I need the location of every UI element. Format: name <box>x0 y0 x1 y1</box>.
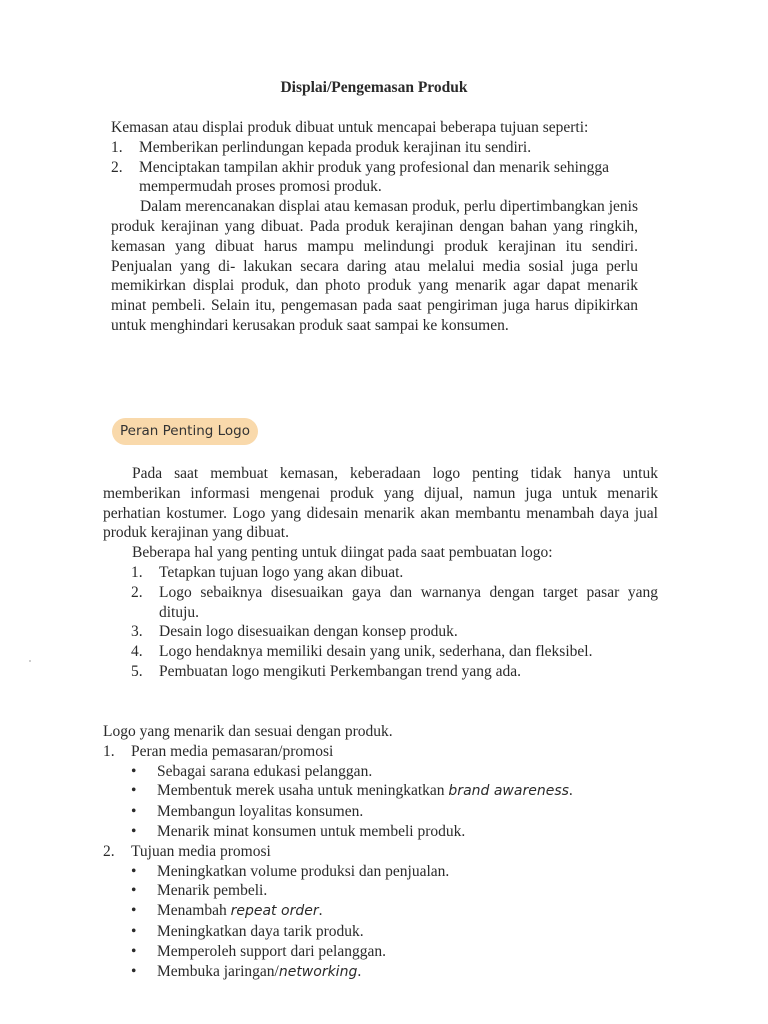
list-number: 1. <box>131 563 143 581</box>
emphasis-text: networking <box>278 963 358 980</box>
list-number: 3. <box>131 623 143 641</box>
list-item-text: Logo hendaknya memiliki desain yang unik, sederhana, dan fleksibel. <box>159 643 593 661</box>
list-item <box>131 762 658 782</box>
list-item-text: Membangun loyalitas konsumen. <box>157 803 364 821</box>
list-item <box>131 922 658 942</box>
list-item <box>131 942 658 962</box>
bullet-icon: • <box>131 862 137 880</box>
list-item <box>131 822 658 842</box>
list-item-text: Memperoleh support dari pelanggan. <box>157 942 386 960</box>
packaging-section <box>111 118 638 336</box>
bullet-icon: • <box>131 962 137 980</box>
bullet-icon: • <box>131 922 137 940</box>
list-number: 1. <box>103 742 115 760</box>
list-item-text: Sebagai sarana edukasi pelanggan. <box>157 762 373 780</box>
list-item <box>131 901 658 922</box>
promotion-section <box>103 722 658 982</box>
list-item <box>131 662 658 682</box>
list-number: 1. <box>111 138 123 156</box>
list-item-suffix: . <box>318 902 323 920</box>
list-item <box>131 862 658 882</box>
list-item-text: Menarik minat konsumen untuk membeli produk. <box>157 822 466 840</box>
group-heading-text: Peran media pemasaran/promosi <box>131 742 334 760</box>
list-item-text: Memberikan perlindungan kepada produk kerajinan itu sendiri. <box>139 138 532 156</box>
page-title: Displai/Pengemasan Produk <box>280 79 468 96</box>
list-item <box>131 962 658 983</box>
bullet-icon: • <box>131 942 137 960</box>
list-item <box>131 563 658 583</box>
list-item <box>131 881 658 901</box>
list-item <box>131 622 658 642</box>
bullet-icon: • <box>131 762 137 780</box>
emphasis-text: repeat order <box>230 903 319 920</box>
section-badge: Peran Penting Logo <box>112 418 258 445</box>
promotion-group-heading <box>103 742 658 762</box>
bullet-icon: • <box>131 782 137 800</box>
list-item-text: Menciptakan tampilan akhir produk yang profesional dan menarik sehingga mempermudah proses promosi produk. <box>139 158 610 196</box>
scan-speck <box>29 660 31 662</box>
list-number: 4. <box>131 643 143 661</box>
list-item <box>111 158 638 198</box>
list-number: 2. <box>103 842 115 860</box>
packaging-goals-list <box>111 138 638 197</box>
promotion-intro: Logo yang menarik dan sesuai dengan produk. <box>103 723 393 740</box>
list-item-text: Meningkatkan daya tarik produk. <box>157 922 364 940</box>
logo-paragraph: Pada saat membuat kemasan, keberadaan logo penting tidak hanya untuk memberikan informasi mengenai produk yang dijual, namun juga untuk menarik perhatian kostumer. Logo yang didesain menarik akan membantu menambah daya jual produk kerajinan yang dibuat. <box>103 465 658 542</box>
list-item-suffix: . <box>357 962 362 980</box>
list-item-text: Membuka jaringan/ <box>157 962 279 980</box>
list-item-text: Menarik pembeli. <box>157 882 268 900</box>
bullet-icon: • <box>131 822 137 840</box>
list-item-text: Logo sebaiknya disesuaikan gaya dan warnanya dengan target pasar yang dituju. <box>159 583 658 621</box>
bullet-icon: • <box>131 803 137 821</box>
list-item-text: Membentuk merek usaha untuk meningkatkan <box>157 782 449 800</box>
list-number: 2. <box>111 158 123 176</box>
list-item <box>111 138 638 158</box>
group-heading-text: Tujuan media promosi <box>131 842 271 860</box>
list-item <box>131 583 658 623</box>
list-item-text: Meningkatkan volume produksi dan penjualan. <box>157 862 450 880</box>
list-item-suffix: . <box>568 782 573 800</box>
list-number: 5. <box>131 662 143 680</box>
list-item-text: Menambah <box>157 902 231 920</box>
list-item <box>131 642 658 662</box>
packaging-intro: Kemasan atau displai produk dibuat untuk mencapai beberapa tujuan seperti: <box>111 119 589 136</box>
emphasis-text: brand awareness <box>448 783 569 800</box>
promotion-goal-list <box>131 862 658 983</box>
logo-list-intro: Beberapa hal yang penting untuk diingat pada saat pembuatan logo: <box>132 544 553 562</box>
list-item-text: Desain logo disesuaikan dengan konsep produk. <box>159 623 458 641</box>
bullet-icon: • <box>131 902 137 920</box>
bullet-icon: • <box>131 882 137 900</box>
packaging-paragraph: Dalam merencanakan displai atau kemasan produk, perlu dipertimbangkan jenis produk kerajinan yang dibuat. Pada produk kerajinan dengan bahan yang ringkih, kemasan yang dibuat harus mampu melindungi produk kerajinan itu sendiri. Penjualan yang di- lakukan secara daring atau melalui media sosial juga perlu memikirkan displai produk, dan photo produk yang menarik agar dapat menarik minat pembeli. Selain itu, pengemasan pada saat pengiriman juga harus dipikirkan untuk menghindari kerusakan produk saat sampai ke konsumen. <box>111 198 638 334</box>
promotion-role-list <box>131 762 658 842</box>
logo-tips-list <box>131 563 658 682</box>
list-number: 2. <box>131 583 143 601</box>
list-item-text: Pembuatan logo mengikuti Perkembangan trend yang ada. <box>159 662 522 680</box>
logo-section <box>103 464 658 682</box>
list-item <box>131 781 658 802</box>
promotion-group-heading <box>103 842 658 862</box>
list-item-text: Tetapkan tujuan logo yang akan dibuat. <box>159 563 404 581</box>
list-item <box>131 802 658 822</box>
